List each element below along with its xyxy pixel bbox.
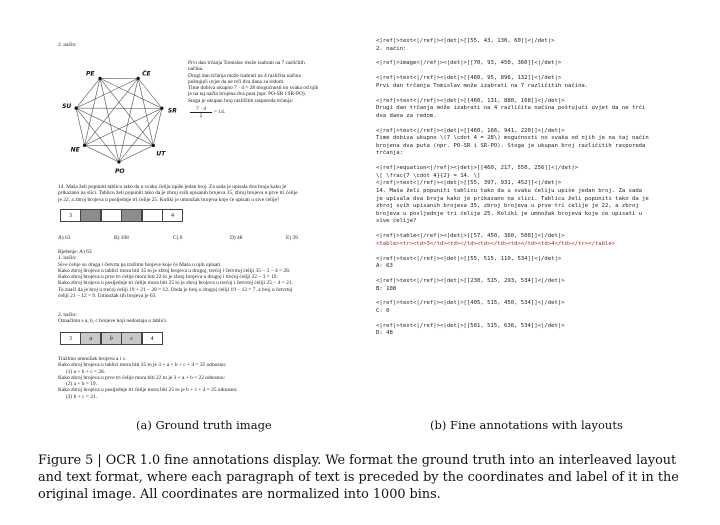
method2-line: Tražimo umnožak brojeva a i c. (58, 356, 127, 362)
table-cell-gray (121, 209, 142, 222)
graph-edge (85, 78, 139, 145)
graph-edge (100, 78, 153, 145)
solution-line: Sive ćelije su druga i četvrta pa tražimo brojeve koje će Maša u njih upisati. (58, 261, 222, 268)
table-cell (142, 209, 163, 222)
annotation-line: B: 108 (376, 285, 397, 292)
answer-a: A) 63 (58, 235, 71, 241)
annotation-line: Time dobiva ukupno \(7 \cdot 4 = 28\) mogućnosti no svaka od njih je na taj način (376, 135, 649, 142)
variables-table (60, 332, 162, 345)
solution-text (58, 249, 293, 299)
table-cell: 3 (60, 209, 81, 222)
method2-line: Kako zbroj brojeva u posljednje tri ćelije mora biti 25 to je b + c + 4 = 25 odnosno: (58, 387, 238, 394)
annotation-line: 14. Maša želi popuniti tablicu tako da u svaku ćeliju upiše jedan broj. Za sada (376, 188, 643, 194)
fraction-result: = 14. (214, 109, 226, 115)
method2-line: (2) a + b = 19. (66, 381, 97, 388)
annotation-line: <|ref|>text<|/ref|><|det|>[[460, 95, 896, 132]]<|/det|> (376, 75, 562, 82)
table-cell: 4 (142, 332, 163, 345)
subcaption-a: (a) Ground truth image (136, 418, 272, 432)
problem-line: prikazano na slici. Tablicu želi popuniti tako da je zbroj svih upisanih brojeva 35, zbroj brojeva u prve tri ćelije (58, 190, 298, 197)
annotation-line: <|ref|>table<|/ref|><|det|>[[57, 450, 360, 500]]<|/det|> (376, 233, 565, 240)
annotation-line: <|ref|>equation<|/ref|><|det|>[[460, 217, 550, 256]]<|/det|> (376, 165, 579, 172)
method2-heading (58, 312, 167, 325)
problem-line: je 22, a zbroj brojeva u posljednje tri ćelije 25. Koliki je umnožak brojeva koje će upisati u sive ćelije? (58, 196, 280, 203)
method2-line: (1) a + b + c = 28. (66, 368, 106, 375)
graph-node (98, 77, 101, 80)
solution-line: Kako zbroj brojeva u tablici mora biti 35 to je zbroj brojeva u drugoj, trećoj i četvrtoj ćeliji 35 − 3 − 4 = 28. (58, 267, 291, 274)
graph-node-label: NE (70, 146, 80, 154)
problem-line: 14. Maša želi popuniti tablicu tako da u svaku ćeliju upiše jedan broj. Za sada je upisala dva broja kako je (58, 184, 287, 190)
method2-line: Kako zbroj brojeva u tablici mora biti 35 to je 3 + a + b + c + 4 = 35 odnosno: (58, 362, 227, 369)
solution-line: 1. način: (58, 255, 77, 262)
graph-node-label: PO (114, 167, 125, 175)
table-cell-gray: b (101, 332, 122, 345)
left-explanation (188, 60, 318, 104)
annotation-line: brojena dva puta (npr. PO-SR i SR-PO). Stoga je ukupan broj različitih rasporeda (376, 142, 646, 149)
annotation-line: brojeva u posljednje tri ćelije 25. Koliki je umnožak brojeva koje će upisati u (376, 210, 643, 217)
method2-line: 2. način: (58, 312, 77, 318)
graph-edge (119, 78, 138, 162)
graph-node (160, 107, 163, 110)
graph-node (117, 160, 120, 163)
graph-node-label: SR (167, 107, 177, 115)
answer-c: C) 0 (173, 235, 183, 241)
annotation-line: <|ref|>text<|/ref|><|det|>[[55, 515, 110, 534]]<|/det|> (376, 255, 562, 262)
solution-line: Kako zbroj brojeva u prve tri ćelije mora biti 22 to je zbroj brojeva u drugoj i trećoj ćeliji 22 − 3 = 19. (58, 274, 278, 281)
annotation-line: D: 48 (376, 330, 393, 337)
table-cell-gray: c (121, 332, 142, 345)
graph-edge (100, 78, 162, 108)
left-text-line: Time dobiva ukupno 7 · 4 = 28 mogućnosti no svaka od njih (188, 85, 319, 92)
table-cell (101, 209, 122, 222)
answer-options (58, 235, 338, 243)
solution-line: Rješenje: A) 63 (58, 249, 92, 255)
fraction-numerator: 7 · 4 (190, 106, 212, 113)
annotation-line: <|ref|>text<|/ref|><|det|>[[581, 515, 636, 534]]<|/det|> (376, 322, 565, 329)
answer-b: B) 108 (114, 235, 129, 241)
fraction-denominator: 2 (199, 113, 203, 120)
graph-node-label: ČE (142, 70, 151, 78)
problem-text (58, 184, 297, 203)
graph-edge (76, 78, 138, 108)
annotation-line: 2. način: (376, 45, 407, 52)
subcaption-b: (b) Fine annotations with layouts (430, 418, 623, 432)
graph-edge (119, 145, 153, 162)
annotation-line: trčanja: (376, 150, 403, 157)
left-text-line: poštujući uvjet da ne trči dva dana za redom. (188, 78, 285, 85)
table-cell: 4 (162, 209, 183, 222)
annotation-line: C: 0 (376, 308, 390, 314)
annotation-line: <|ref|>image<|/ref|><|det|>[[70, 93, 450, 360]]<|/det|> (376, 60, 562, 67)
answer-d: D) 48 (230, 235, 243, 241)
fraction (190, 106, 212, 120)
method2-line: (3) b + c = 21. (66, 393, 97, 400)
annotation-line: <|ref|>text<|/ref|><|det|>[[460, 166, 941, 220]]<|/det|> (376, 127, 565, 134)
solution-line: Kako zbroj brojeva u posljednje tri ćelije mora biti 25 to je zbroj brojeva u trećoj i četvrtoj ćeliji 25 − 4 = 21. (58, 280, 293, 287)
ground-truth-image (52, 38, 342, 410)
fine-annotations (376, 38, 696, 410)
graph-node (75, 107, 78, 110)
graph-node (152, 144, 155, 147)
graph-node-label: PE (85, 70, 95, 78)
method2-text (58, 356, 238, 400)
graph-edge (76, 108, 153, 145)
annotation-line: <|ref|>text<|/ref|><|det|>[[55, 43, 130, 60]]<|/det|> (376, 38, 555, 44)
annotation-line: <|ref|>text<|/ref|><|det|>[[460, 131, 880, 168]]<|/det|> (376, 97, 565, 104)
annotation-line: \[ \frac{7 \cdot 4}{2} = 14. \] (376, 172, 481, 179)
annotation-line: A: 63 (376, 263, 393, 270)
annotation-line: Prvi dan trčanja Tomislav može izabrati na 7 različitih načina. (376, 82, 589, 89)
graph-edge (85, 108, 162, 145)
annotation-line: <|ref|>text<|/ref|><|det|>[[55, 397, 931, 452]]<|/det|> (376, 180, 562, 187)
graph-node (137, 77, 140, 80)
method2-line: Označimo s a, b, c brojeve koji nedostaju u tablici. (58, 318, 168, 325)
method2-line: Kako zbroj brojeva u prve tri ćelije mora biti 22 to je 3 + a + b = 22 odnosno: (58, 374, 226, 381)
annotation-line: zbroj svih upisanih brojeva 35, zbroj brojeva u prve tri ćelije je 22, a zbroj (376, 203, 639, 210)
left-text-line: Prvi dan trčanja Tomislav može izabrati na 7 različitih (188, 60, 305, 66)
table-cell-gray (80, 209, 101, 222)
graph-edge (100, 78, 119, 162)
annotation-line: <|ref|>text<|/ref|><|det|>[[405, 515, 450, 534]]<|/det|> (376, 300, 565, 307)
table-cell-gray: a (80, 332, 101, 345)
graph-node-label: SU (62, 103, 72, 111)
left-text-line: Drugi dan trčanja može izabrati na 4 različita načina (188, 72, 301, 79)
week-graph-diagram (60, 58, 178, 176)
graph-node (83, 144, 86, 147)
graph-edge (76, 108, 119, 162)
left-text-line: načina. (188, 66, 204, 73)
left-heading: 2. način: (58, 42, 77, 48)
answer-e: E) 39 (286, 235, 298, 241)
left-text-line: Stoga je ukupan broj različitih rasporeda trčanja: (188, 97, 294, 104)
annotation-line: dva dana za redom. (376, 112, 437, 119)
left-text-line: je na taj način brojena dva puta (npr. PO-SR i SR-PO). (188, 91, 306, 98)
problem-table (60, 209, 182, 222)
figure-caption: Figure 5 | OCR 1.0 fine annotations display. We format the ground truth into an interleaved layout and text format, where each paragraph of text is preceded by the coordinates and label of it in the original image. All coordinates are normalized into 1000 bins. (38, 453, 679, 502)
annotation-line: sive ćelije? (376, 218, 417, 225)
graph-edge (85, 145, 119, 162)
solution-line: To znači da je broj u trećoj ćeliji 19 + 21 − 28 = 12. Onda je broj u drugoj ćeliji 19 − 12 = 7, a broj u četvrtoj (58, 286, 293, 293)
annotation-line: je upisala dva broja kako je prikazano na slici. Tablicu želi popuniti tako da je (376, 195, 649, 202)
table-cell: 3 (60, 332, 81, 345)
annotation-line: <table><tr><td>3</td><td></td><td></td><td></td><td>4</td></tr></table> (376, 240, 616, 247)
annotation-line: Drugi dan trčanja može izabrati na 4 različita načina poštujući uvjet da ne trči (376, 105, 646, 112)
solution-line: ćeliji 21 − 12 = 9. Umnožak tih brojeva je 63. (58, 293, 157, 300)
graph-node-label: UT (156, 150, 166, 158)
annotation-line: <|ref|>text<|/ref|><|det|>[[230, 515, 293, 534]]<|/det|> (376, 278, 565, 284)
